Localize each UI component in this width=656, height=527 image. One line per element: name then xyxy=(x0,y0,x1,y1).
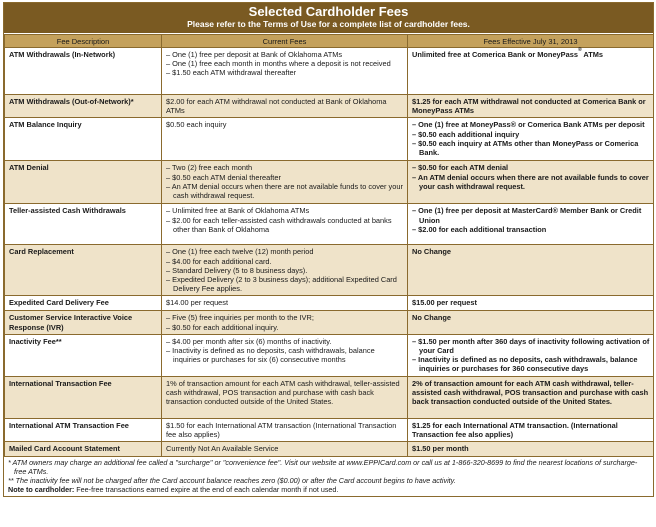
fee-table xyxy=(4,34,654,457)
new-fee-line: – $1.50 per month after 360 days of inactivity following activation of your Card xyxy=(412,336,650,356)
current-fee-line: – Inactivity is defined as no deposits, cash withdrawals, balance inquiries or purchases for six (6) consecutive months xyxy=(166,346,375,365)
current-fee-line: – $0.50 each ATM denial thereafter xyxy=(166,172,281,182)
table-row xyxy=(5,442,654,457)
fee-description: International ATM Transaction Fee xyxy=(5,418,162,441)
current-fee-line: – $0.50 for each additional inquiry. xyxy=(166,322,279,332)
note-to-cardholder xyxy=(8,485,649,494)
footnote-inactivity: ** The inactivity fee will not be charged after the Card account balance reaches zero ($0.00) or after the Card account begins to have activity. xyxy=(8,476,456,486)
new-fee xyxy=(408,48,654,95)
current-fee xyxy=(162,334,408,376)
new-fee-text: Unlimited free at Comerica Bank or MoneyPass xyxy=(412,50,578,59)
table-row xyxy=(5,48,654,95)
new-fee xyxy=(408,245,654,296)
fee-description: ATM Balance Inquiry xyxy=(5,118,162,161)
new-fee xyxy=(408,418,654,441)
new-fee xyxy=(408,334,654,376)
new-fee-line: No Change xyxy=(412,247,452,257)
current-fee xyxy=(162,118,408,161)
note-text: Fee-free transactions earned expire at the end of each calendar month if not used. xyxy=(74,485,339,495)
fee-description: ATM Withdrawals (In-Network) xyxy=(5,48,162,95)
new-fee xyxy=(408,95,654,118)
current-fee-line: $2.00 for each ATM withdrawal not conducted at Bank of Oklahoma ATMs xyxy=(166,97,387,116)
table-row xyxy=(5,418,654,441)
fee-description: Teller-assisted Cash Withdrawals xyxy=(5,204,162,245)
fee-description: Card Replacement xyxy=(5,245,162,296)
new-fee xyxy=(408,296,654,311)
fee-description: International Transaction Fee xyxy=(5,376,162,418)
title-banner xyxy=(4,3,653,34)
current-fee-line: – One (1) free per deposit at Bank of Oklahoma ATMs xyxy=(166,50,343,59)
new-fee-line: – $0.50 for each ATM denial xyxy=(412,163,509,173)
new-fee-line: – One (1) free at MoneyPass® or Comerica Bank ATMs per deposit xyxy=(412,120,645,130)
new-fee-line: $1.25 for each ATM withdrawal not conducted at Comerica Bank or MoneyPass ATMs xyxy=(412,97,646,116)
table-row xyxy=(5,118,654,161)
current-fee xyxy=(162,311,408,334)
table-row xyxy=(5,204,654,245)
new-fee-line xyxy=(412,47,650,59)
current-fee-line: – Expedited Delivery (2 to 3 business days); additional Expedited Card Delivery Fee applies. xyxy=(166,275,397,294)
new-fee xyxy=(408,161,654,204)
table-row xyxy=(5,245,654,296)
current-fee xyxy=(162,376,408,418)
fee-description: ATM Denial xyxy=(5,161,162,204)
current-fee-line: 1% of transaction amount for each ATM cash withdrawal, teller-assisted cash withdrawal, POS transaction and purchase with cash back transaction conducted outside of the United States. xyxy=(166,378,400,407)
current-fee-line: $1.50 for each International ATM transaction (International Transaction fee also applies) xyxy=(166,420,397,439)
current-fee xyxy=(162,95,408,118)
current-fee xyxy=(162,296,408,311)
current-fee-line: – $4.00 for each additional card. xyxy=(166,256,272,266)
table-row xyxy=(5,161,654,204)
registered-mark: ® xyxy=(577,47,582,53)
fee-description: Customer Service Interactive Voice Response (IVR) xyxy=(5,311,162,334)
current-fee-line: – One (1) free each month in months where a deposit is not received xyxy=(166,59,391,69)
new-fee-line: $1.25 for each International ATM transaction. (International Transaction fee also applies) xyxy=(412,420,618,439)
fee-description: ATM Withdrawals (Out-of-Network)* xyxy=(5,95,162,118)
new-fee xyxy=(408,442,654,457)
new-fee-line: – $0.50 each additional inquiry xyxy=(412,129,520,139)
new-fee-line: – One (1) free per deposit at MasterCard® Member Bank or Credit Union xyxy=(412,206,642,225)
fee-description: Mailed Card Account Statement xyxy=(5,442,162,457)
new-fee xyxy=(408,376,654,418)
new-fee-line: $1.50 per month xyxy=(412,444,469,454)
current-fee-line: – An ATM denial occurs when there are not available funds to cover your cash withdrawal request. xyxy=(166,181,403,201)
new-fee-line: 2% of transaction amount for each ATM cash withdrawal, teller-assisted cash withdrawal, POS transaction and purchase with cash back transaction conducted outside of the United States. xyxy=(412,378,649,407)
current-fee xyxy=(162,161,408,204)
current-fee-line: – One (1) free each twelve (12) month period xyxy=(166,247,314,257)
fee-description: Expedited Card Delivery Fee xyxy=(5,296,162,311)
new-fee-line: – Inactivity is defined as no deposits, cash withdrawals, balance inquiries or purchases for 360 consecutive days xyxy=(412,355,638,374)
table-row xyxy=(5,311,654,334)
current-fee-line: – Unlimited free at Bank of Oklahoma ATMs xyxy=(166,206,310,216)
new-fee-line: No Change xyxy=(412,313,452,323)
current-fee-line: – Five (5) free inquiries per month to the IVR; xyxy=(166,313,314,323)
current-fee xyxy=(162,418,408,441)
current-fee xyxy=(162,204,408,245)
new-fee xyxy=(408,118,654,161)
current-fee xyxy=(162,245,408,296)
new-fee xyxy=(408,311,654,334)
new-fee-line: – $0.50 each inquiry at ATMs other than MoneyPass or Comerica Bank. xyxy=(412,138,639,158)
current-fee xyxy=(162,48,408,95)
table-row xyxy=(5,376,654,418)
table-row xyxy=(5,334,654,376)
current-fee-line: – $2.00 for each teller-assisted cash withdrawals conducted at banks other than Bank of Oklahoma xyxy=(166,215,392,234)
table-row xyxy=(5,296,654,311)
page-title: Selected Cardholder Fees xyxy=(248,4,409,19)
page-subtitle: Please refer to the Terms of Use for a complete list of cardholder fees. xyxy=(187,19,470,29)
current-fee-line: $0.50 each inquiry xyxy=(166,120,227,130)
table-body xyxy=(5,48,654,457)
new-fee xyxy=(408,204,654,245)
current-fee xyxy=(162,442,408,457)
current-fee-line: – $4.00 per month after six (6) months of inactivity. xyxy=(166,336,332,346)
current-fee-line: $14.00 per request xyxy=(166,298,229,308)
current-fee-line: – Two (2) free each month xyxy=(166,163,253,173)
current-fee-line: – $1.50 each ATM withdrawal thereafter xyxy=(166,68,297,78)
current-fee-line: – Standard Delivery (5 to 8 business days). xyxy=(166,265,308,275)
table-row xyxy=(5,95,654,118)
table-header-row xyxy=(5,35,654,48)
new-fee-line: – $2.00 for each additional transaction xyxy=(412,224,547,234)
fee-table-panel xyxy=(3,2,654,497)
column-header-description: Fee Description xyxy=(5,35,162,48)
note-label: Note to cardholder: xyxy=(8,485,75,495)
new-fee-line: $15.00 per request xyxy=(412,298,477,308)
new-fee-text: ATMs xyxy=(581,50,603,59)
new-fee-line: – An ATM denial occurs when there are not available funds to cover your cash withdrawal request. xyxy=(412,172,649,191)
fee-description: Inactivity Fee** xyxy=(5,334,162,376)
column-header-new: Fees Effective July 31, 2013 xyxy=(408,35,654,48)
current-fee-line: Currently Not An Available Service xyxy=(166,444,279,454)
column-header-current: Current Fees xyxy=(162,35,408,48)
footnote-surcharge: * ATM owners may charge an additional fee called a "surcharge" or "convenience fee". Visit our website at www.EPPICard.com or call us at 1-866-320-8699 to find the nearest locations of surcharge-free ATMs. xyxy=(8,458,638,477)
footnotes xyxy=(4,457,653,496)
